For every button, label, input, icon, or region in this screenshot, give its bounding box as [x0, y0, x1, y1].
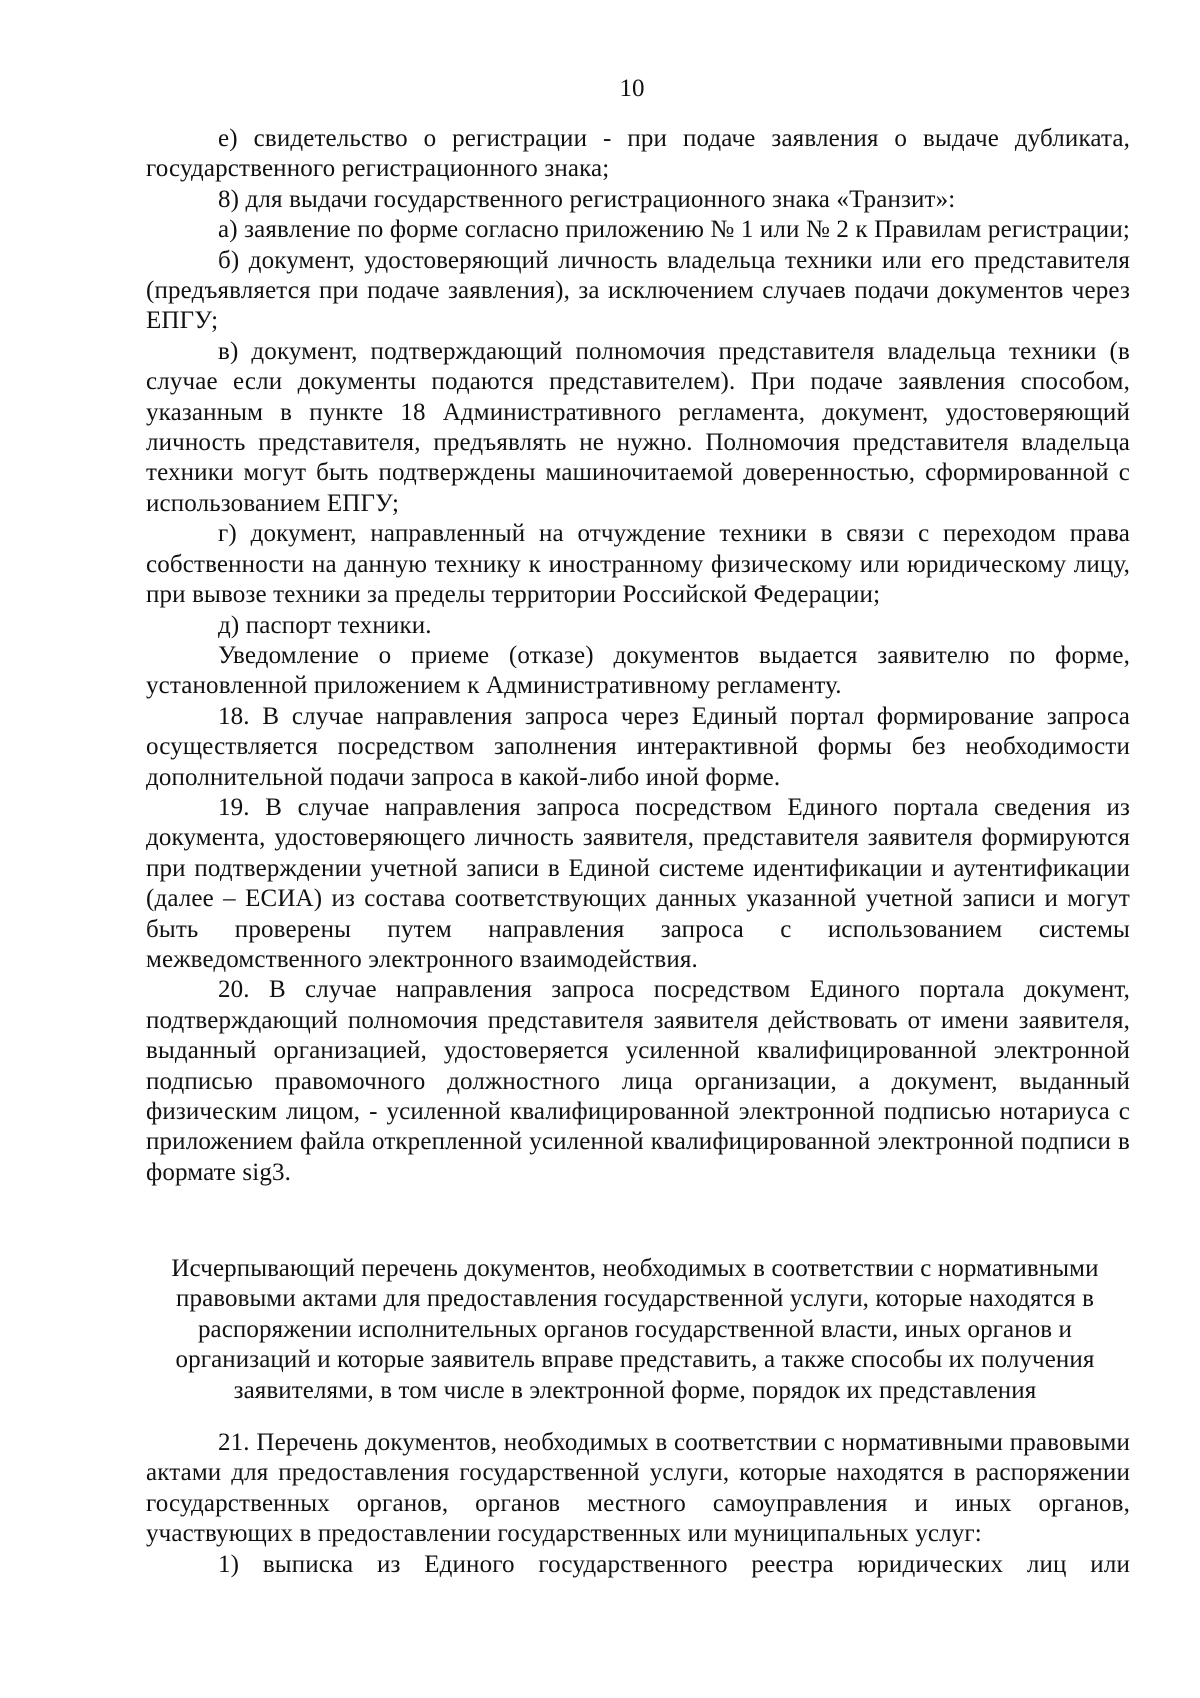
paragraph: д) паспорт техники.	[218, 611, 432, 639]
paragraph: 19. В случае направления запроса посредством Единого портала сведения из документа, удостоверяющего личность заявителя, представителя заявителя формируются при подтверждении учетной записи в Единой системе идентификации и аутентификации (далее – ЕСИА) из состава соответствующих данных указанной учетной записи и могут быть проверены путем направления запроса с использованием системы межведомственного электронного взаимодействия.	[146, 793, 1130, 973]
document-body-continued	[146, 1428, 1130, 1580]
paragraph: а) заявление по форме согласно приложению № 1 или № 2 к Правилам регистрации;	[218, 216, 1130, 244]
section-heading: Исчерпывающий перечень документов, необходимых в соответствии с нормативными правовыми актами для предоставления государственной услуги, которые находятся в распоряжении исполнительных органов государственной власти, иных органов и организаций и которые заявитель вправе представить, а также способы их получения заявителями, в том числе в электронной форме, порядок их представления	[171, 1255, 1099, 1404]
paragraph: 1) выписка из Единого государственного реестра юридических лиц или	[218, 1550, 1130, 1578]
paragraph: 20. В случае направления запроса посредством Единого портала документ, подтверждающий полномочия представителя заявителя действовать от имени заявителя, выданный организацией, удостоверяется усиленной квалифицированной электронной подписью правомочного должностного лица организации, а документ, выданный физическим лицом, - усиленной квалифицированной электронной подписью нотариуса с приложением файла открепленной усиленной квалифицированной электронной подписи в формате sig3.	[146, 976, 1130, 1186]
paragraph: 18. В случае направления запроса через Единый портал формирование запроса осуществляется посредством заполнения интерактивной формы без необходимости дополнительной подачи запроса в какой-либо иной форме.	[146, 702, 1130, 791]
paragraph: 8) для выдачи государственного регистрационного знака «Транзит»:	[218, 185, 956, 213]
paragraph: в) документ, подтверждающий полномочия представителя владельца техники (в случае если документы подаются представителем). При подаче заявления способом, указанным в пункте 18 Административного регламента, документ, удостоверяющий личность представителя, предъявлять не нужно. Полномочия представителя владельца техники могут быть подтверждены машиночитаемой доверенностью, сформированной с использованием ЕПГУ;	[146, 337, 1130, 517]
document-body	[146, 124, 1130, 1188]
paragraph: е) свидетельство о регистрации - при подаче заявления о выдаче дубликата, государственного регистрационного знака;	[146, 125, 1130, 183]
paragraph: 21. Перечень документов, необходимых в соответствии с нормативными правовыми актами для предоставления государственной услуги, которые находятся в распоряжении государственных органов, органов местного самоуправления и иных органов, участвующих в предоставлении государственных или муниципальных услуг:	[146, 1429, 1130, 1548]
page-number: 10	[619, 75, 645, 102]
paragraph: б) документ, удостоверяющий личность владельца техники или его представителя (предъявляется при подаче заявления), за исключением случаев подачи документов через ЕПГУ;	[146, 246, 1130, 335]
paragraph: г) документ, направленный на отчуждение техники в связи с переходом права собственности на данную технику к иностранному физическому или юридическому лицу, при вывозе техники за пределы территории Российской Федерации;	[146, 520, 1130, 609]
paragraph: Уведомление о приеме (отказе) документов выдается заявителю по форме, установленной приложением к Административному регламенту.	[146, 641, 1130, 700]
